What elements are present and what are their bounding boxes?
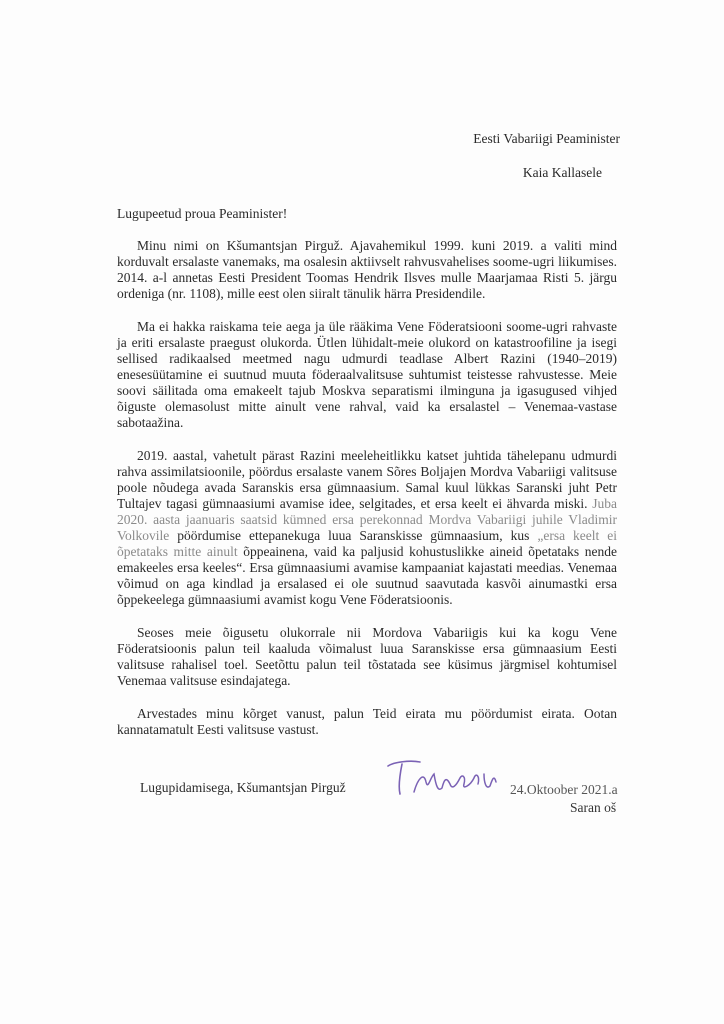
- closing-line: Lugupidamisega, Kšumantsjan Pirguž: [140, 780, 346, 795]
- paragraph-3-part-c: Vabariigi juhile Vladimir Volkovile: [117, 512, 618, 543]
- handwritten-signature: [380, 752, 510, 802]
- recipient-block: [473, 122, 620, 190]
- paragraph-4: Seoses meie õigusetu olukorrale nii Mordova Vabariigis kui ka kogu Vene Föderatsioonis palun teil kaaluda võimalust luua Saranskisse ersa gümnaasium Eesti valitsuse rahalisel toel. Seetõttu palun teil tõstatada see küsimus järgmisel kohtumisel Venemaa valitsuse esindajatega.: [117, 625, 617, 688]
- date-place-block: [510, 781, 618, 817]
- salutation: Lugupeetud proua Peaminister!: [117, 206, 288, 221]
- paragraph-1: Minu nimi on Kšumantsjan Pirguž. Ajavahemikul 1999. kuni 2019. a valiti mind korduvalt ersalaste vanemaks, ma osalesin aktiivselt rahvusvahelises soome-ugri liikumises. 2014. a-l annetas Eesti President Toomas Hendrik Ilsves mulle Maarjamaa Risti 5. järgu ordeniga (nr. 1108), mille eest olen siiralt tänulik härra Presidendile.: [117, 238, 617, 301]
- paragraph-3-part-b: Juba 2020. aasta jaanuaris saatsid kümned ersa perekonnad Mordva: [117, 496, 617, 527]
- recipient-name: Kaia Kallasele: [522, 165, 602, 180]
- paragraph-3-part-d: pöördumise ettepanekuga luua Saranskisse gümnaasium, kus: [169, 528, 530, 543]
- paragraph-3-part-a: 2019. aastal, vahetult pärast Razini meeleheitlikku katset juhtida tähelepanu udmurdi rahva assimilatsioonile, pöördus ersalaste vanem Sõres Boljajen Mordva Vabariigi valitsuse poole nõudega avada Saranskis ersa gümnaasium. Samal kuul lükkas Saranski juht Petr Tultajev tagasi gümnaasiumi avamise idee, selgitades, et ersa keelt ei ähvarda miski.: [117, 448, 617, 511]
- paragraph-2: Ma ei hakka raiskama teie aega ja üle rääkima Vene Föderatsiooni soome-ugri rahvaste ja eriti ersalaste praegust olukorda. Ütlen lühidalt-meie olukord on katastroofiline ja isegi sellised radikaalsed meetmed nagu udmurdi teadlase Albert Razini (1940–2019) enesesüütamine ei suutnud muuta föderaalvalitsuse suhtumist teistesse rahvustesse. Meie soovi säilitada oma emakeelt tajub Moskva separatismi ilminguna ja igasugused vihjed õiguste olemasolust mitte ainult vene rahval, vaid ka ersalastel – Venemaa-vastase sabotaažina.: [117, 319, 617, 430]
- letter-place: Saran oš: [570, 800, 617, 815]
- paragraph-3-part-f: õppeainena, vaid ka paljusid kohustuslikke aineid õpetataks nende emakeeles ersa keeles“. Ersa gümnaasiumi avamise kampaaniat kajastati meedias. Venemaa võimud on aga kindlad ja ersalased ei ole suutnud saavutada kasvõi ainumastki ersa õppekeelega gümnaasiumi avamist kogu Vene Föderatsioonis.: [117, 544, 617, 607]
- recipient-title: Eesti Vabariigi Peaminister: [473, 131, 620, 146]
- letter-date: 24.Oktoober 2021.a: [510, 782, 618, 797]
- paragraph-3: [117, 448, 617, 608]
- paragraph-3-part-e: „ersa keelt ei õpetataks mitte ainult: [117, 528, 617, 559]
- letter-body: [117, 238, 617, 755]
- paragraph-5: Arvestades minu kõrget vanust, palun Teid eirata mu pöördumist eirata. Ootan kannatamatult Eesti valitsuse vastust.: [117, 706, 617, 737]
